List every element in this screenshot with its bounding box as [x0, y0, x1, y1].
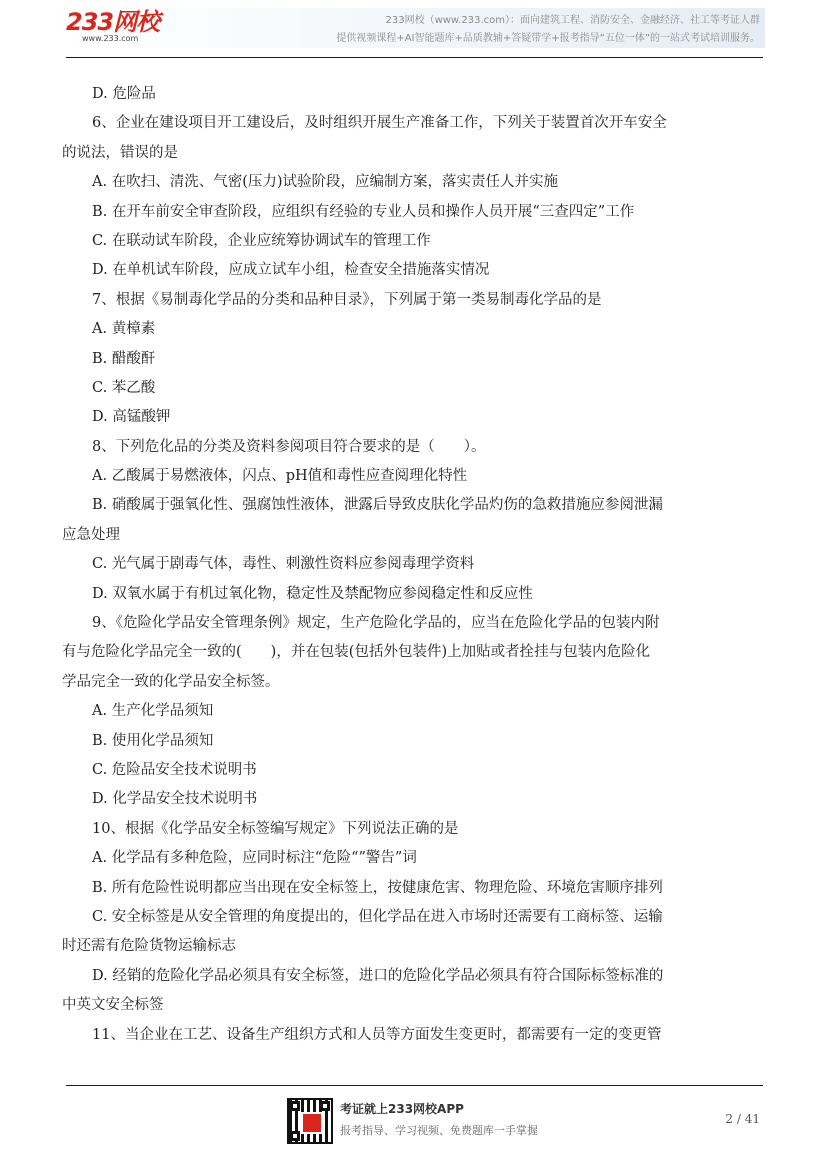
- question-line: 9、《危险化学品安全管理条例》规定，生产危险化学品的，应当在危险化学品的包装内附: [92, 615, 660, 632]
- page-number: 2 / 41: [725, 1112, 760, 1126]
- page-footer: [0, 1090, 830, 1175]
- option-line: B. 硝酸属于强氧化性、强腐蚀性液体，泄露后导致皮肤化学品灼伤的急救措施应参阅泄漏: [92, 497, 663, 514]
- option-line: D. 高锰酸钾: [92, 409, 171, 426]
- logo-text: 233网校: [66, 8, 160, 36]
- header-line-2: 提供视频课程+AI智能题库+品质教辅+答疑带学+报考指导“五位一体”的一站式考试培训服务。: [336, 33, 760, 44]
- option-continuation: 时还需有危险货物运输标志: [62, 938, 236, 955]
- option-line: A. 化学品有多种危险，应同时标注“危险“”警告”词: [92, 850, 417, 867]
- question-continuation: 有与危险化学品完全一致的( )，并在包装(包括外包装件)上加贴或者拴挂与包装内危险化: [62, 644, 651, 661]
- app-promo-subtitle: 报考指导、学习视频、免费题库一手掌握: [340, 1124, 538, 1137]
- option-line: D. 在单机试车阶段，应成立试车小组，检查安全措施落实情况: [92, 262, 490, 279]
- question-continuation: 的说法，错误的是: [62, 144, 178, 161]
- question-line: 6、企业在建设项目开工建设后，及时组织开展生产准备工作，下列关于装置首次开车安全: [92, 115, 667, 132]
- option-line: A. 黄樟素: [92, 321, 156, 338]
- qr-code-icon[interactable]: [287, 1098, 333, 1144]
- question-line: 11、当企业在工艺、设备生产组织方式和人员等方面发生变更时，都需要有一定的变更管: [92, 1026, 662, 1043]
- app-promo-title[interactable]: 考证就上233网校APP: [340, 1102, 464, 1116]
- option-line: C. 苯乙酸: [92, 379, 156, 396]
- qr-finder-bottom-left: [290, 1131, 300, 1141]
- option-line: B. 所有危险性说明都应当出现在安全标签上，按健康危害、物理危险、环境危害顺序排列: [92, 879, 663, 896]
- option-line: C. 危险品安全技术说明书: [92, 761, 257, 778]
- option-line: D. 经销的危险化学品必须具有安全标签，进口的危险化学品必须具有符合国际标签标准的: [92, 967, 664, 984]
- qr-logo-icon: [301, 1112, 323, 1134]
- option-line: D. 化学品安全技术说明书: [92, 791, 258, 808]
- header-tagline: [336, 12, 760, 48]
- option-line: B. 使用化学品须知: [92, 732, 214, 749]
- question-continuation: 学品完全一致的化学品安全标签。: [62, 673, 280, 690]
- page-header: [0, 0, 830, 60]
- option-line: C. 光气属于剧毒气体，毒性、刺激性资料应参阅毒理学资料: [92, 556, 475, 573]
- header-line-1: 233网校（www.233.com）：面向建筑工程、消防安全、金融经济、社工等考证人群: [385, 15, 760, 26]
- question-line: 7、根据《易制毒化学品的分类和品种目录》，下列属于第一类易制毒化学品的是: [92, 291, 602, 308]
- option-continuation: 中英文安全标签: [62, 997, 164, 1014]
- option-line: B. 醋酸酐: [92, 350, 156, 367]
- option-line: C. 在联动试车阶段，企业应统筹协调试车的管理工作: [92, 232, 431, 249]
- option-line: A. 生产化学品须知: [92, 703, 214, 720]
- question-line: 10、根据《化学品安全标签编写规定》下列说法正确的是: [92, 820, 459, 837]
- option-line: D. 危险品: [92, 86, 156, 102]
- option-line: A. 在吹扫、清洗、气密(压力)试验阶段，应编制方案，落实责任人并实施: [92, 174, 559, 191]
- brand-logo[interactable]: [66, 8, 159, 44]
- option-line: D. 双氧水属于有机过氧化物，稳定性及禁配物应参阅稳定性和反应性: [92, 585, 533, 602]
- option-continuation: 应急处理: [62, 526, 120, 543]
- qr-finder-top-left: [290, 1101, 300, 1111]
- option-line: A. 乙酸属于易燃液体，闪点、pH值和毒性应查阅理化特性: [92, 468, 468, 485]
- header-divider: [66, 57, 763, 58]
- option-line: C. 安全标签是从安全管理的角度提出的，但化学品在进入市场时还需要有工商标签、运输: [92, 908, 663, 925]
- question-line: 8、下列危化品的分类及资料参阅项目符合要求的是（ ）。: [92, 438, 486, 455]
- option-line: B. 在开车前安全审查阶段，应组织有经验的专业人员和操作人员开展“三查四定”工作: [92, 203, 635, 220]
- document-body: [62, 80, 772, 1050]
- footer-divider: [66, 1085, 763, 1086]
- qr-finder-top-right: [320, 1101, 330, 1111]
- logo-url: www.233.com: [82, 34, 139, 43]
